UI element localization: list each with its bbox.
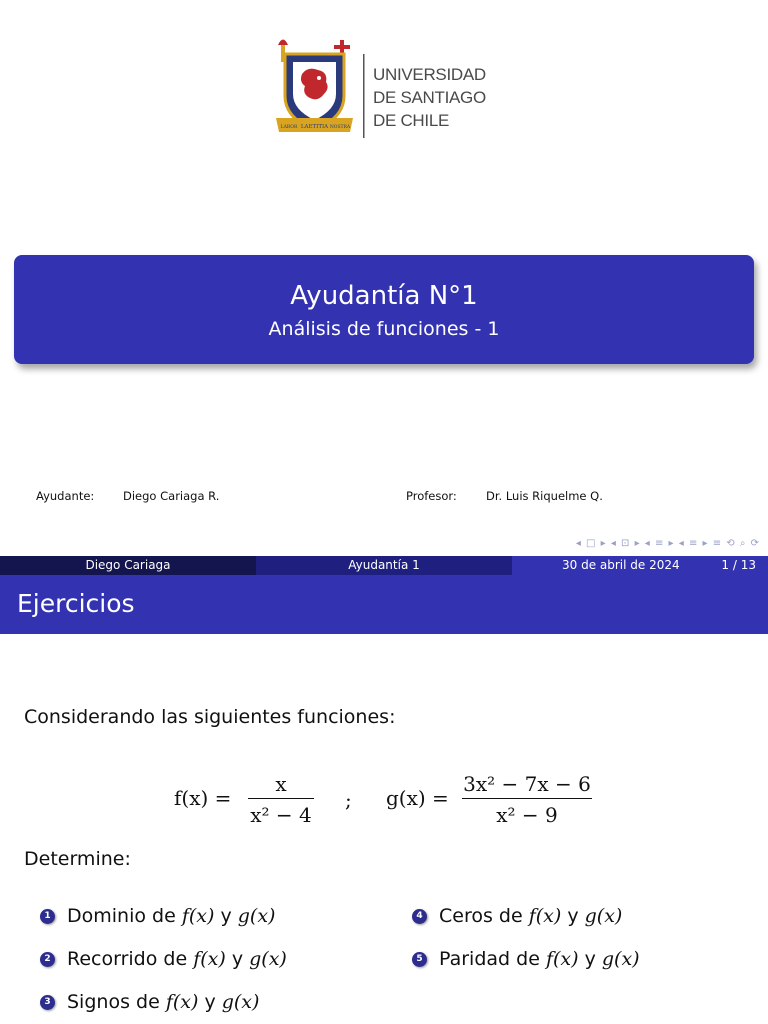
intro-text: Considerando las siguientes funciones:: [24, 706, 396, 728]
assistant-name: Diego Cariaga R.: [123, 489, 220, 503]
f-fraction: [248, 772, 314, 827]
footer-date: 30 de abril de 2024: [562, 558, 680, 572]
enumerate-bullet: 4: [412, 909, 427, 924]
f-numerator: x: [275, 772, 287, 796]
beamer-navigation-icons[interactable]: ◂ □ ▸ ◂ ⊡ ▸ ◂ ≡ ▸ ◂ ≡ ▸ ≡ ⟲ ⌕ ⟳: [575, 538, 760, 549]
separator: ;: [345, 788, 352, 812]
f-lhs: f(x) =: [174, 786, 232, 810]
f-denominator: x² − 4: [250, 803, 312, 828]
footer-author: Diego Cariaga: [0, 556, 256, 575]
crest-motto: LAETITIA: [300, 124, 329, 130]
functions-formula: [0, 766, 768, 830]
enumerate-bullet: 3: [40, 995, 55, 1010]
svg-text:NOSTRA: NOSTRA: [329, 125, 351, 130]
title-block: [14, 255, 754, 364]
presentation-subtitle: Análisis de funciones - 1: [268, 318, 500, 340]
enumerate-bullet: 1: [40, 909, 55, 924]
footer-page-number: 1 / 13: [721, 558, 756, 572]
frame-title-bar: [0, 575, 768, 634]
enumerate-bullet: 2: [40, 952, 55, 967]
g-numerator: 3x² − 7x − 6: [463, 772, 591, 796]
presentation-title: Ayudantía N°1: [290, 281, 478, 311]
footer-bar: [0, 556, 768, 575]
frame-title: Ejercicios: [17, 589, 135, 618]
professor-name: Dr. Luis Riquelme Q.: [486, 489, 603, 503]
list-item: 5 Paridad de f(x) y g(x): [412, 948, 640, 970]
g-lhs: g(x) =: [386, 786, 449, 810]
svg-text:LABOR: LABOR: [280, 125, 298, 130]
enumerate-bullet: 5: [412, 952, 427, 967]
professor-label: Profesor:: [406, 489, 457, 503]
g-denominator: x² − 9: [496, 803, 558, 828]
footer-title: Ayudantía 1: [256, 556, 512, 575]
assistant-label: Ayudante:: [36, 489, 95, 503]
university-name: UNIVERSIDAD DE SANTIAGO DE CHILE: [373, 65, 486, 130]
list-item: 1 Dominio de f(x) y g(x): [40, 905, 275, 927]
list-item: 4 Ceros de f(x) y g(x): [412, 905, 622, 927]
footer-date-page: [512, 556, 768, 575]
determine-label: Determine:: [24, 848, 131, 870]
g-fraction: [462, 772, 592, 827]
list-item: 2 Recorrido de f(x) y g(x): [40, 948, 287, 970]
list-item: 3 Signos de f(x) y g(x): [40, 991, 259, 1013]
